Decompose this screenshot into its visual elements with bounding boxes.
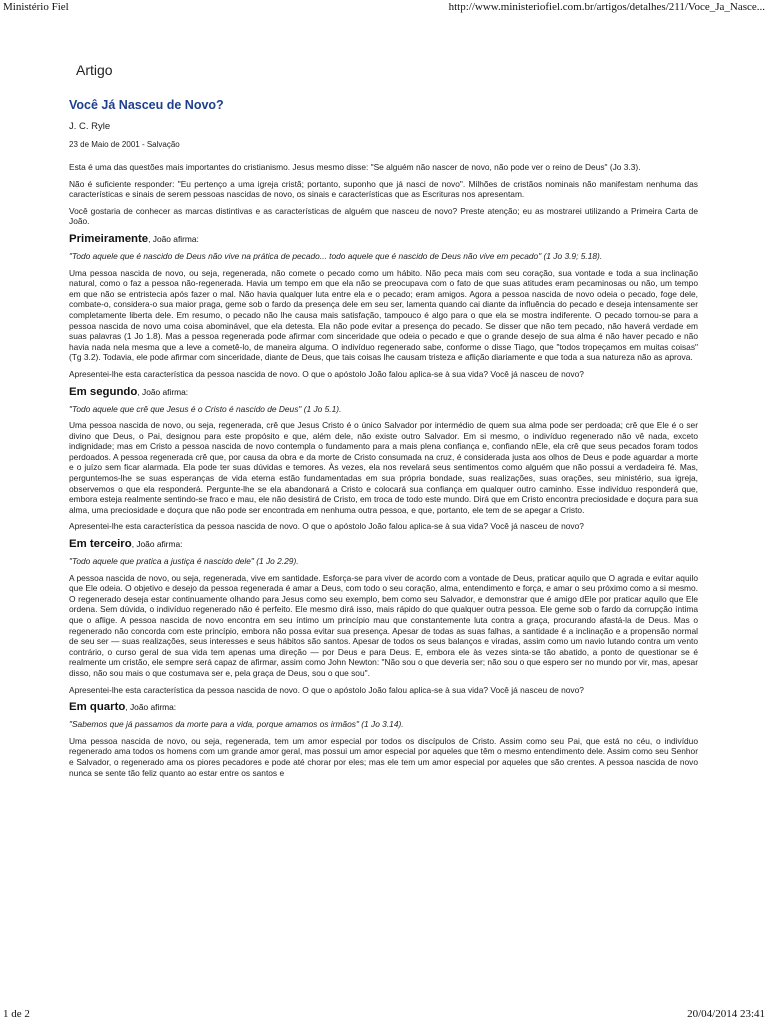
section-body: Uma pessoa nascida de novo, ou seja, regenerada, crê que Jesus Cristo é o único Salvador por intermédio de quem sua alma pode ser perdoada; crê que Ele é o ser divino que Deus, o Pai, designou para este propósito e que, além dele, não existe outro Salvador. Em si mesmo, o indivíduo regenerado não vê nada, exceto indignidade; mas em Cristo a pessoa nascida de novo contempla o fundamento para a mais plena confiança e, confiando nEle, ela crê que seus pecados foram todos perdoados. A pessoa regenerada crê que, por causa da obra e da morte de Cristo consumada na cruz, é considerada justa aos olhos de Deus e pode aguardar a morte e o juízo sem ficar alarmada. Ela pode ter suas dúvidas e temores. Às vezes, ela nos revelará seus sentimentos como alguém que não possui a verdadeira fé. Mas, perguntemos-lhe se suas esperanças de vida eterna estão fundamentadas em sua própria bondade, suas realizações, suas orações, seu ministério, sua igreja, observemos o que ela responderá. Pergunte-lhe se ela abandonará a Cristo e colocará sua confiança em qualquer outro caminho. Esse indivíduo responderá que, embora esteja realmente sentindo-se fraco e mau, ele não desistirá de Cristo, em troca de todo este mundo. Dirá que em Cristo encontra preciosidade e doçura para sua alma, uma preciosidade e doçura que não pode ser encontrada em nenhuma outra pessoa, e que, portanto, ele tem de se apegar a Cristo. bbox=[69, 420, 698, 515]
intro-paragraph: Esta é uma das questões mais importantes do cristianismo. Jesus mesmo disse: "Se alguém não nascer de novo, não pode ver o reino de Deus" (Jo 3.3). bbox=[69, 162, 641, 172]
intro-paragraph: Não é suficiente responder: "Eu pertenço a uma igreja cristã; portanto, suponho que já nasci de novo". Milhões de cristãos nominais não manifestam nenhuma das características e sinais de serem pessoas nascidas de novo, os sinais e características que as Escrituras nos apresentam. bbox=[69, 178, 698, 200]
page-indicator: 1 de 2 bbox=[3, 1008, 30, 1020]
scripture-quote: "Sabemos que já passamos da morte para a vida, porque amamos os irmãos" (1 Jo 3.14). bbox=[69, 719, 404, 730]
section-heading: Primeiramente, João afirma: bbox=[69, 232, 199, 245]
section-heading: Em segundo, João afirma: bbox=[69, 385, 189, 398]
section-body: Uma pessoa nascida de novo, ou seja, regenerada, não comete o pecado como um hábito. Não peca mais com seu coração, sua vontade e toda a sua inclinação natural, como o faz a pessoa não-regenerada. Havia um tempo em que ela não se preocupava com o fato de que suas atitudes eram pecaminosas ou não, um tempo em que não se entristecia após fazer o mal. Não havia qualquer luta entre ela e o pecado; eram amigos. Agora a pessoa nascida de novo odeia o pecado, foge dele, combate-o, considera-o sua maior praga, geme sob o fardo da presença dele em seu ser, lamenta quando cai diante da influência do pecado e deseja intensamente ser completamente liberta dele. Em resumo, o pecado não lhe causa mais satisfação, tampouco é algo para o que ela se mostra indiferente. O pecado tornou-se para a pessoa nascida de novo uma coisa abominável, que ela detesta. Ela não pode evitar a presença do pecado. Se disser que não tem pecado, não haverá verdade em suas palavras (1 Jo 1.8). Mas a pessoa regenerada pode afirmar com sinceridade que odeia o pecado e que o grande desejo de sua alma é não haver pecado e não havia nada nela mesma que a leve a cometê-lo, de maneira alguma. O indivíduo regenerado sabe, conforme o disse Tiago, que "todos tropeçamos em muitas coisas" (Tg 3.2). Todavia, ele pode afirmar com sinceridade, diante de Deus, que tais coisas lhe causam tristeza e aflição diariamente e que toda a sua natureza não as aprova. bbox=[69, 267, 698, 363]
article-title: Você Já Nasceu de Novo? bbox=[69, 98, 224, 112]
section-heading: Em quarto, João afirma: bbox=[69, 701, 177, 714]
section-heading: Em terceiro, João afirma: bbox=[69, 538, 183, 551]
article-date: 23 de Maio de 2001 - Salvação bbox=[69, 140, 180, 149]
browser-print-footer bbox=[0, 1006, 768, 1024]
page-url[interactable]: http://www.ministeriofiel.com.br/artigos/detalhes/211/Voce_Ja_Nasce... bbox=[448, 1, 765, 13]
scripture-quote: "Todo aquele que pratica a justiça é nascido dele" (1 Jo 2.29). bbox=[69, 556, 299, 567]
section-body: A pessoa nascida de novo, ou seja, regenerada, vive em santidade. Esforça-se para viver de acordo com a vontade de Deus, praticar aquilo que O agrada e evitar aquilo que Ele odeia. O objetivo e desejo da pessoa regenerada é amar a Deus, com todo o seu coração, alma, entendimento e força, e amar o seu próximo como a si mesmo. O regenerado deseja estar continuamente olhando para Jesus como seu exemplo, bem como seu Salvador, e demonstrar que é amigo dEle por praticar aquilo que Ele ordena. Sem dúvida, o indivíduo regenerado não é perfeito. Ele mesmo dirá isso, mais rápido do que qualquer outra pessoa. Ele geme sob o fardo da corrupção íntima que o aflige. A pessoa nascida de novo encontra em seu íntimo um princípio mau que constantemente luta contra a graça, procurando afastá-la de Deus. Mas o regenerado não concorda com este princípio, embora não possa evitar sua presença. Apesar de todas as suas falhas, a santidade é a inclinação e a propensão normal de seu ser — suas realizações, seus interesses e seus hábitos são santos. Apesar de todos os seus balanços e viradas, assim como um navio lutando contra um vento contrário, o curso geral de sua vida tem apenas uma direção — por Deus e para Deus. E, embora ele às vezes sinta-se tão abatido, a ponto de questionar se é realmente um cristão, ele sempre será capaz de afirmar, assim como John Newton: "Não sou o que deveria ser; não sou o que espero ser no mundo por vir, mas, apesar disso, não sou mais o que costumava ser e, pela graça de Deus, sou o que sou". bbox=[69, 572, 698, 678]
section-closing: Apresentei-lhe esta característica da pessoa nascida de novo. O que o apóstolo João falou aplica-se à sua vida? Você já nasceu de novo? bbox=[69, 368, 584, 379]
site-title: Ministério Fiel bbox=[3, 1, 69, 13]
browser-print-header bbox=[0, 0, 768, 16]
print-timestamp: 20/04/2014 23:41 bbox=[687, 1008, 765, 1020]
section-body: Uma pessoa nascida de novo, ou seja, regenerada, tem um amor especial por todos os discípulos de Cristo. Assim como seu Pai, que está no céu, o indivíduo regenerado ama todos os homens com um grande amor geral, mas possui um amor especial por aqueles que têm o mesmo entendimento dele. Assim como seu Senhor e Salvador, o regenerado ama os piores pecadores e pode até chorar por eles; mas ele tem um amor especial por aqueles que são crentes. A pessoa nascida de novo nunca se sente tão feliz quanto ao estar entre os santos e bbox=[69, 735, 698, 778]
scripture-quote: "Todo aquele que crê que Jesus é o Cristo é nascido de Deus" (1 Jo 5.1). bbox=[69, 403, 342, 414]
section-closing: Apresentei-lhe esta característica da pessoa nascida de novo. O que o apóstolo João falou aplica-se à sua vida? Você já nasceu de novo? bbox=[69, 684, 584, 695]
article-author: J. C. Ryle bbox=[69, 121, 111, 132]
scripture-quote: "Todo aquele que é nascido de Deus não vive na prática de pecado... todo aquele que é nascido de Deus não vive em pecado" (1 Jo 3.9; 5.18). bbox=[69, 250, 603, 261]
section-label: Artigo bbox=[76, 62, 113, 78]
section-closing: Apresentei-lhe esta característica da pessoa nascida de novo. O que o apóstolo João falou aplica-se à sua vida? Você já nasceu de novo? bbox=[69, 521, 584, 532]
article-content bbox=[69, 58, 698, 784]
intro-paragraph: Você gostaria de conhecer as marcas distintivas e as características de alguém que nasceu de novo? Preste atenção; eu as mostrarei utilizando a Primeira Carta de João. bbox=[69, 205, 698, 227]
